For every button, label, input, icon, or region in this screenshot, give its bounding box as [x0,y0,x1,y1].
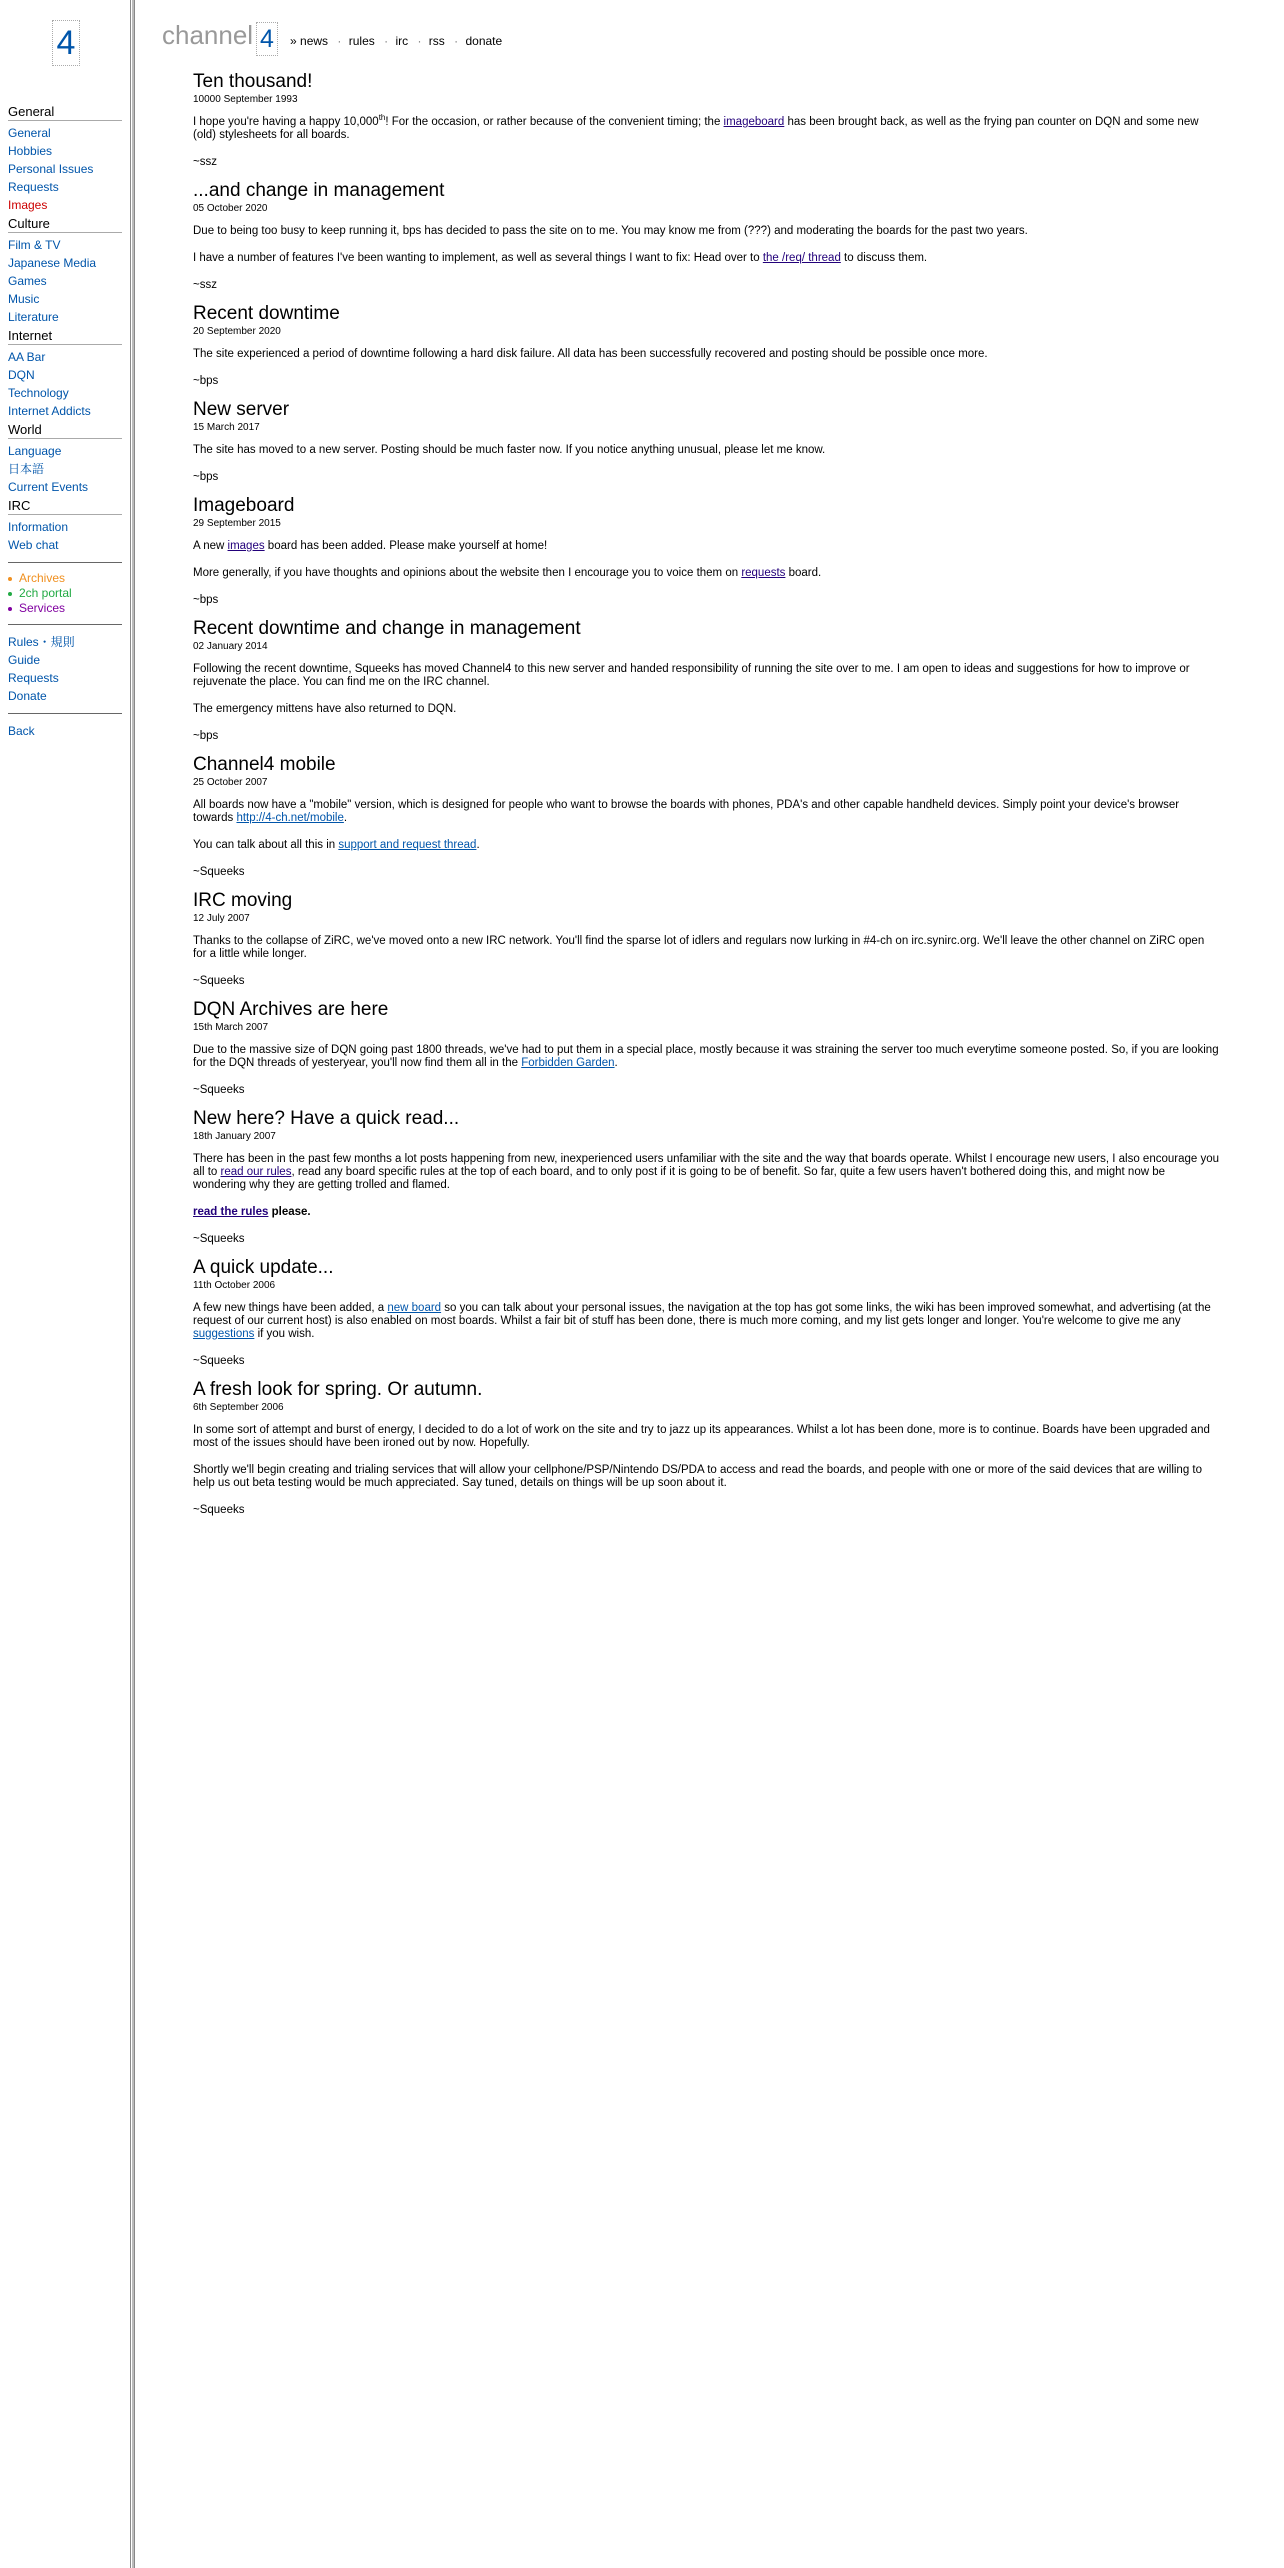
forbidden-garden-link[interactable]: Forbidden Garden [521,1057,615,1069]
sidebar-item-japanese-media[interactable]: Japanese Media [8,256,97,270]
nav-news[interactable]: news [300,34,329,48]
category-general: General [8,104,122,121]
sidebar-item-2ch-portal[interactable] [8,586,122,601]
header-logo[interactable]: 4 [256,22,278,56]
sidebar-item-guide[interactable]: Guide [8,653,41,667]
news-post [193,998,1219,1097]
post-date: 25 October 2007 [193,777,268,788]
sidebar-item-rules[interactable]: Rules・規則 [8,635,75,649]
category-irc: IRC [8,498,122,515]
post-body: In some sort of attempt and burst of energy, I decided to do a lot of work on the site and try to jazz up its appearances. Whilst a lot has been done, more is to continue. Boards have been upgraded and most of the issues should have been ironed out by now. Hopefully. [193,1424,1210,1449]
sidebar-item-current-events[interactable]: Current Events [8,480,89,494]
post-text: if you wish. [254,1328,315,1340]
post-signature: ~Squeeks [193,1084,245,1096]
post-date: 15th March 2007 [193,1022,269,1033]
post-title: New here? Have a quick read... [193,1108,460,1129]
sidebar-item-music[interactable]: Music [8,292,40,306]
sidebar-item-film-tv[interactable]: Film & TV [8,238,61,252]
sidebar-item-japanese[interactable]: 日本語 [8,462,45,476]
nav-rss[interactable]: rss [428,34,445,48]
post-title: Recent downtime and change in management [193,618,581,639]
nav-irc[interactable]: irc [395,34,409,48]
post-body: Following the recent downtime, Squeeks has moved Channel4 to this new server and handed responsibility of running the site over to me. I am open to ideas and suggestions for how to improve or rejuvenate the place. You can find me on the IRC channel. [193,663,1190,688]
post-date: 18th January 2007 [193,1131,276,1142]
post-body: The site has moved to a new server. Posting should be much faster now. If you notice anything unusual, please let me know. [193,444,826,456]
post-signature: ~Squeeks [193,866,245,878]
sidebar [0,0,131,2568]
news-post [193,179,1219,292]
nav-separator: · [454,34,459,48]
post-body [193,567,1219,580]
post-signature: ~ssz [193,279,217,291]
post-text: board. [785,567,822,579]
post-body [193,113,1219,142]
sidebar-item-games[interactable]: Games [8,274,47,288]
news-post [193,70,1219,169]
read-the-rules-link[interactable]: read the rules [193,1206,269,1218]
top-nav [290,34,508,48]
post-signature: ~Squeeks [193,975,245,987]
sidebar-item-technology[interactable]: Technology [8,386,69,400]
news-post [193,889,1219,988]
post-signature: ~bps [193,471,219,483]
post-text: has been brought back, as well as the frying pan counter on DQN and some new (old) stylesheets for all boards. [193,116,1199,141]
sidebar-item-requests-misc[interactable]: Requests [8,671,59,685]
post-title: Ten thousand! [193,71,313,92]
sidebar-item-hobbies[interactable]: Hobbies [8,144,53,158]
post-text: I have a number of features I've been wanting to implement, as well as several things I want to fix: Head over to [193,252,763,264]
post-date: 11th October 2006 [193,1280,276,1291]
nav-separator: · [337,34,342,48]
post-text: board has been added. Please make yourself at home! [264,540,548,552]
news-post [193,494,1219,607]
sidebar-item-requests[interactable]: Requests [8,180,59,194]
news-post [193,1256,1219,1368]
nav-separator: · [417,34,422,48]
sidebar-border [132,0,135,2568]
post-title: Imageboard [193,495,295,516]
post-text: . [614,1057,618,1069]
post-title: A quick update... [193,1257,334,1278]
post-date: 15 March 2017 [193,422,260,433]
post-body [193,252,1219,265]
sidebar-item-general[interactable]: General [8,126,51,140]
back-link[interactable]: Back [8,724,35,738]
nav-donate[interactable]: donate [465,34,503,48]
news-post [193,1378,1219,1517]
post-text: to discuss them. [840,252,928,264]
sidebar-item-archives[interactable] [8,571,122,586]
images-board-link[interactable]: images [227,540,265,552]
post-body: Thanks to the collapse of ZiRC, we've moved onto a new IRC network. You'll find the sparse lot of idlers and regulars now lurking in #4-ch on irc.synirc.org. We'll leave the other channel on ZiRC open for a little while longer. [193,935,1205,960]
sidebar-menu [8,102,122,740]
post-text: . [476,839,480,851]
post-signature: ~Squeeks [193,1233,245,1245]
read-our-rules-link[interactable]: read our rules [220,1166,292,1178]
imageboard-link[interactable]: imageboard [723,116,785,128]
requests-board-link[interactable]: requests [741,567,786,579]
req-thread-link[interactable]: the /req/ thread [762,252,841,264]
sidebar-item-dqn[interactable]: DQN [8,368,35,382]
post-text: There has been in the past few months a lot posts happening from new, inexperienced users unfamiliar with the site and the way that boards operate. Whilst I encourage new users, I also encourage you all to [193,1153,1220,1178]
sidebar-item-language[interactable]: Language [8,444,62,458]
sidebar-bullet-list [8,571,122,616]
sidebar-item-information[interactable]: Information [8,520,69,534]
post-date: 12 July 2007 [193,913,250,924]
post-title: Recent downtime [193,303,340,324]
post-signature: ~Squeeks [193,1355,245,1367]
archives-label[interactable]: Archives [19,571,66,585]
services-label[interactable]: Services [19,601,66,615]
post-signature: ~bps [193,730,219,742]
site-title[interactable]: channel [162,20,254,50]
news-post [193,1107,1219,1246]
2ch-portal-label[interactable]: 2ch portal [19,586,72,600]
news-post [193,302,1219,388]
post-title: IRC moving [193,890,293,911]
post-body: The site experienced a period of downtime following a hard disk failure. All data has been successfully recovered and posting should be possible once more. [193,348,988,360]
sidebar-item-literature[interactable]: Literature [8,310,59,324]
post-text: All boards now have a "mobile" version, which is designed for people who want to browse the boards with phones, PDA's and other capable handheld devices. Simply point your device's browser towards [193,799,1180,824]
post-signature: ~Squeeks [193,1504,245,1516]
post-text: A new [193,540,228,552]
sidebar-item-aa-bar[interactable]: AA Bar [8,350,46,364]
post-title: DQN Archives are here [193,999,389,1020]
post-text: Due to the massive size of DQN going past 1800 threads, we've had to put them in a special place, mostly because it was straining the server too much everytime someone posted. So, if you are looking for the DQN threads of yesteryear, you'll now find them all in the [193,1044,1219,1069]
post-body [193,799,1219,825]
post-date: 05 October 2020 [193,203,268,214]
post-body: Shortly we'll begin creating and trialing services that will allow your cellphone/PSP/Nintendo DS/PDA to access and read the boards, and people with one or more of the said devices that are willing to help us out beta testing would be much appreciated. Say tuned, details on things will be up soon about it. [193,1464,1203,1489]
post-date: 6th September 2006 [193,1402,284,1413]
new-board-link[interactable]: new board [387,1302,442,1314]
sidebar-item-personal-issues[interactable]: Personal Issues [8,162,94,176]
sidebar-divider [8,713,122,714]
post-title: New server [193,399,290,420]
post-text: You can talk about all this in [193,839,339,851]
post-body [193,1153,1219,1192]
post-date: 02 January 2014 [193,641,268,652]
news-list [193,70,1219,1527]
post-text: please. [268,1206,311,1218]
sidebar-divider [8,562,122,563]
post-signature: ~bps [193,375,219,387]
post-body [193,1044,1219,1070]
post-title: ...and change in management [193,180,445,201]
category-culture: Culture [8,216,122,233]
post-body [193,839,1219,852]
post-text: . [343,812,348,824]
post-title: A fresh look for spring. Or autumn. [193,1379,483,1400]
nav-prefix: » [290,34,297,48]
news-post [193,398,1219,484]
post-sup: th [378,113,386,123]
post-text: so you can talk about your personal issues, the navigation at the top has got some links, the wiki has been improved somewhat, and advertising (at the request of our current host) is also enabled on most boards. Whilst a fair bit of stuff has been done, there is much more coming, and my list gets longer and longer. You're welcome to give me any [193,1302,1211,1327]
post-body [193,1206,1219,1219]
post-text: ! For the occasion, or rather because of the convenient timing; the [385,116,724,128]
sidebar-item-web-chat[interactable]: Web chat [8,538,59,552]
post-title: Channel4 mobile [193,754,336,775]
category-internet: Internet [8,328,122,345]
post-date: 10000 September 1993 [193,94,298,105]
support-thread-link[interactable]: support and request thread [338,839,477,851]
sidebar-item-images[interactable]: Images [8,198,48,212]
post-text: A few new things have been added, a [193,1302,388,1314]
news-post [193,617,1219,743]
post-signature: ~bps [193,594,219,606]
post-body: The emergency mittens have also returned to DQN. [193,703,457,715]
sidebar-divider [8,624,122,625]
post-signature: ~ssz [193,156,217,168]
post-date: 20 September 2020 [193,326,281,337]
post-body: Due to being too busy to keep running it, bps has decided to pass the site on to me. You may know me from (???) and moderating the boards for the past two years. [193,225,1028,237]
sidebar-item-internet-addicts[interactable]: Internet Addicts [8,404,91,418]
sidebar-item-donate[interactable]: Donate [8,689,47,703]
sidebar-item-services[interactable] [8,601,122,616]
sidebar-logo[interactable]: 4 [52,20,80,66]
news-post [193,753,1219,879]
nav-rules[interactable]: rules [348,34,375,48]
nav-separator: · [384,34,389,48]
category-world: World [8,422,122,439]
suggestions-link[interactable]: suggestions [193,1328,255,1340]
post-text: I hope you're having a happy 10,000 [193,116,379,128]
post-body [193,540,1219,553]
mobile-link[interactable]: http://4-ch.net/mobile [236,812,344,824]
post-text: More generally, if you have thoughts and opinions about the website then I encourage you to voice them on [193,567,742,579]
post-date: 29 September 2015 [193,518,281,529]
post-text: , read any board specific rules at the top of each board, and to only post if it is going to be of benefit. So far, quite a few users haven't bothered doing this, and might now be wondering why they are getting trolled and flamed. [193,1166,1166,1191]
post-body [193,1302,1219,1341]
